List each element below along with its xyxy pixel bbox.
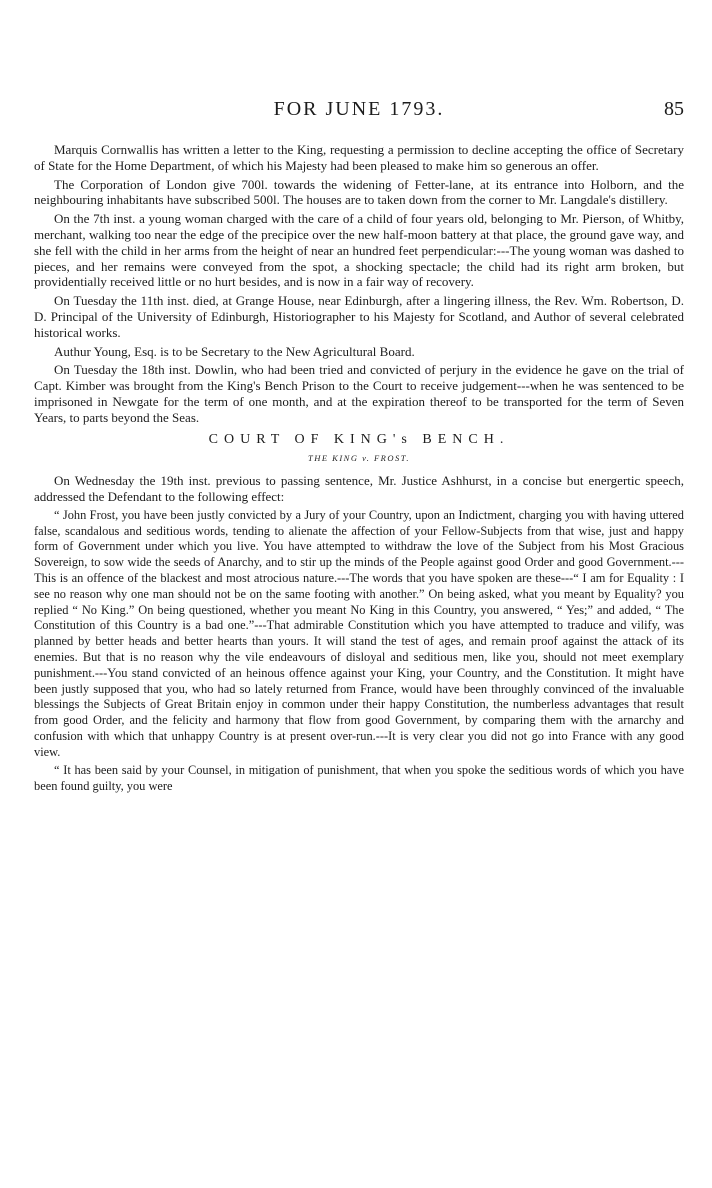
paragraph-fetter-lane: The Corporation of London give 700l. towards the widening of Fetter-lane, at its entrance into Holborn, and the neighbouring inhabitants have subscribed 500l. The houses are to taken down from the corner to Mr. Langdale's distillery. [34,176,684,208]
section-heading: COURT OF KING's BENCH. [208,431,510,447]
paragraph-cornwallis: Marquis Cornwallis has written a letter to the King, requesting a permission to decline accepting the office of Secretary of State for the Home Department, of which his Majesty had been pleased to make him so generous an offer. [34,142,684,173]
paragraph-speech-main: “ John Frost, you have been justly convicted by a Jury of your Country, upon an Indictment, charging you with having uttered false, scandalous and seditious words, tending to alienate the affection of your Fellow-Subjects from that wise, just and happy form of Government under which you live. You have attempted to withdraw the love of the Subject from his Most Gracious Sovereign, to sow wide the seeds of Anarchy, and to stir up the minds of the People against good Order and good Government.---This is an offence of the blackest and most atrocious nature.---The words that you have spoken are these---“ I am for Equality : I see no reason why one man should not be on the same footing with another.” On being asked, what you meant by Equality? you replied “ No King.” On being questioned, whether you meant No King in this Country, you answered, “ Yes;” and added, “ The Constitution of this Country is a bad one.”---That admirable Constitution which you have attempted to traduce and vilify, was planned by better heads and better hearts than yours. It will stand the test of ages, and remain proof against the attack of its enemies. But that is no reason why the vile endeavours of disloyal and seditious men, like you, should not meet exemplary punishment.---You stand convicted of an heinous offence against your King, your Country, and the Constitution. It might have been justly supposed that you, who had so lately returned from France, would have been throughly convinced of the invaluable blessings the Subjects of Great Britain enjoy in common under their happy Constitution, the numberless advantages that result from good Order, and the felicity and harmony that flow from good Government, by comparing them with the arnarchy and confusion with which that unhappy Country is at present over-run.---It is very clear you did not go into France with any good view. [34,507,684,759]
paragraph-speech-counsel: “ It has been said by your Counsel, in mitigation of punishment, that when you spoke the seditious words of which you have been found guilty, you were [34,763,684,794]
paragraph-robertson-death: On Tuesday the 11th inst. died, at Grange House, near Edinburgh, after a lingering illness, the Rev. Wm. Robertson, D. D. Principal of the University of Edinburgh, Historiographer to his Majesty for Scotland, and Author of several celebrated historical works. [34,293,684,340]
page-number: 85 [664,98,684,120]
paragraph-agricultural-board: Authur Young, Esq. is to be Secretary to the New Agricultural Board. [54,343,415,359]
paragraph-ashhurst-intro: On Wednesday the 19th inst. previous to passing sentence, Mr. Justice Ashhurst, in a concise but energertic speech, addressed the Defendant to the following effect: [34,473,684,504]
paragraph-dowlin-sentence: On Tuesday the 18th inst. Dowlin, who had been tried and convicted of perjury in the evidence he gave on the trial of Capt. Kimber was brought from the King's Bench Prison to the Court to receive judgement---when he was sentenced to be imprisoned in Newgate for the term of one month, and at the expiration thereof to be transported for the term of Seven Years, to parts beyond the Seas. [34,362,684,425]
paragraph-whitby-accident: On the 7th inst. a young woman charged with the care of a child of four years old, belonging to Mr. Pierson, of Whitby, merchant, walking too near the edge of the precipice over the new half-moon battery at that place, the ground gave way, and she fell with the child in her arms from the height of near an hundred feet perpendicular:---The young woman was dashed to pieces, and her remains were conveyed from the spot, a shocking spectacle; the child had its right arm broken, but providentially received little or no hurt besides, and is now in a fair way of recovery. [34,211,684,290]
running-head [34,98,684,126]
running-title: FOR JUNE 1793. [273,98,445,120]
case-title: THE KING v. FROST. [307,453,410,464]
article-body [34,142,684,798]
